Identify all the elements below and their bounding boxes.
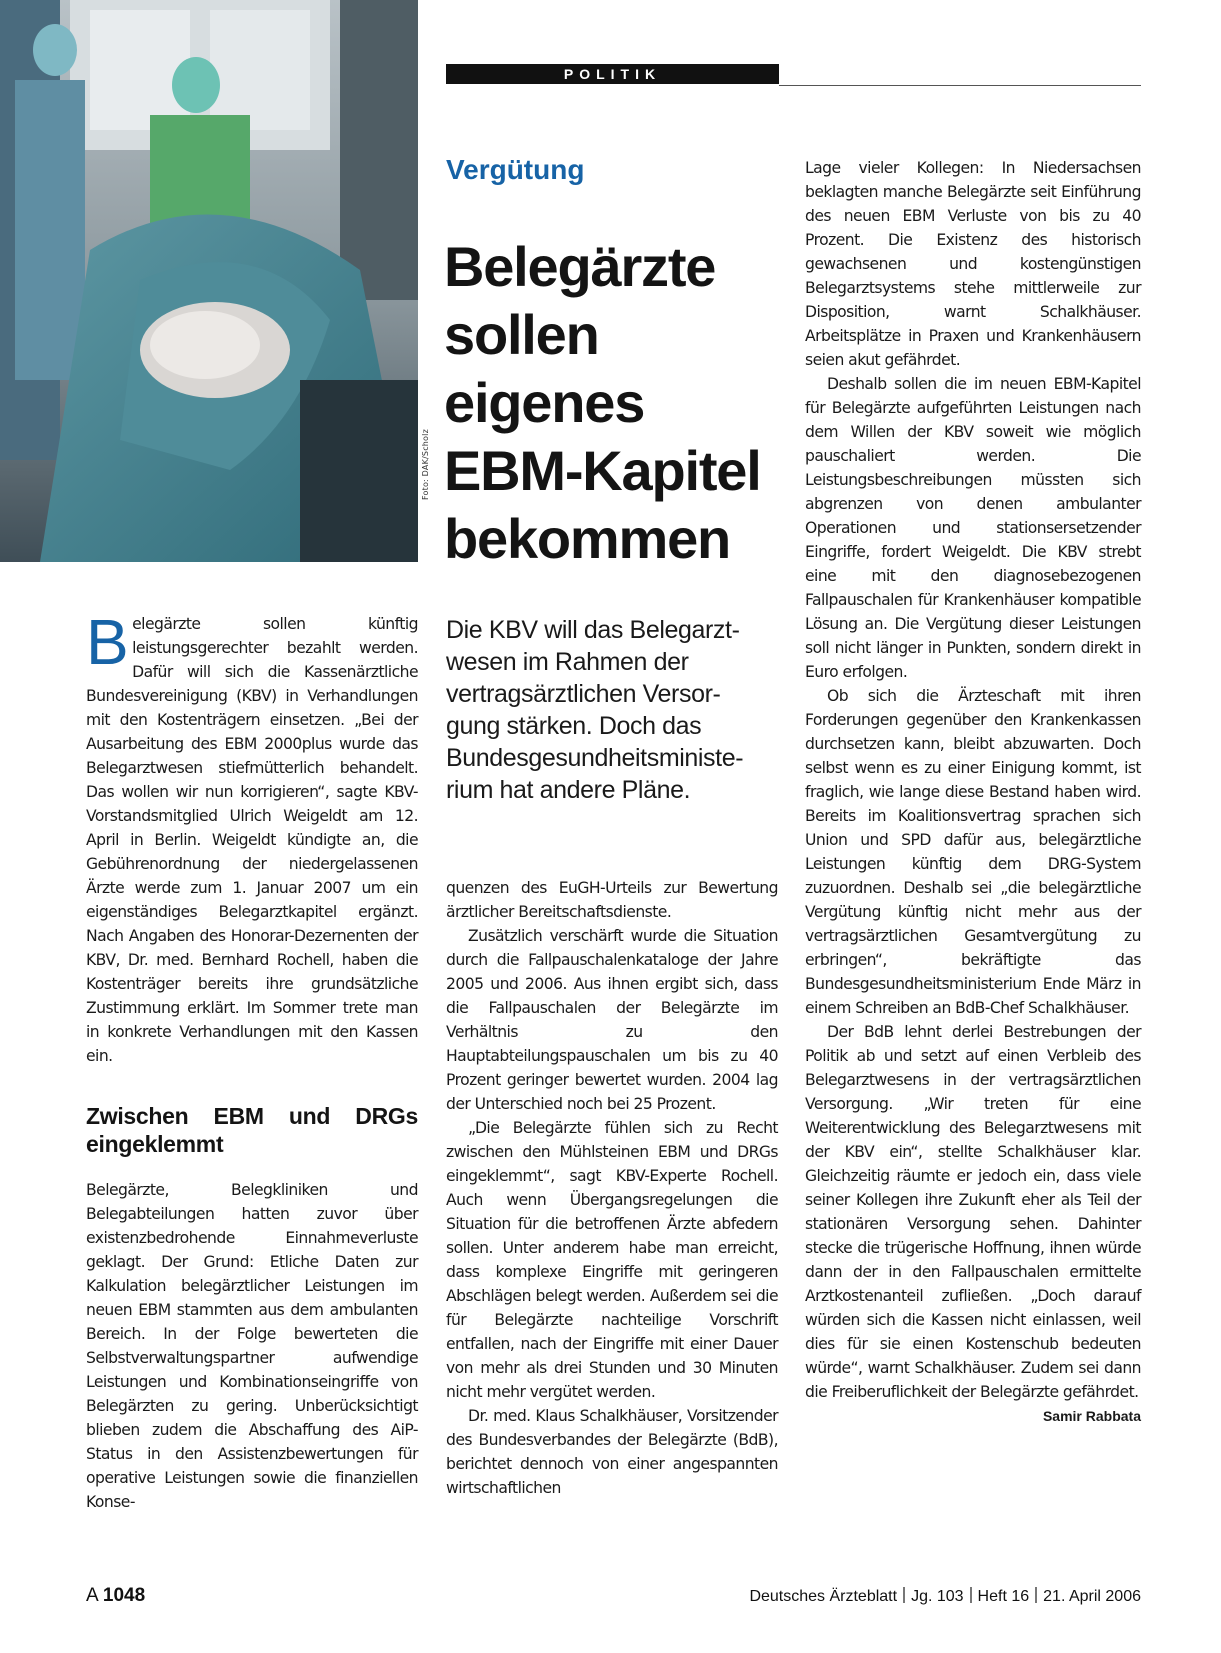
separator (903, 1587, 905, 1603)
page-number-value: 1048 (102, 1585, 146, 1606)
article-photo (0, 0, 418, 562)
column-2 (446, 876, 778, 1500)
headline: Belegärzte sollen eigenes EBM-Kapitel bekommen (444, 235, 761, 570)
kicker: Vergütung (446, 154, 585, 185)
paragraph: Zusätzlich verschärft wurde die Situation durch die Fallpauschalenkataloge der Jahre 2005 und 2006. Aus ihnen ergibt sich, dass die Fallpauschalen der Belegärzte im Verhältnis zu den Hauptabteilungspauschalen um bis zu 40 Prozent geringer bewertet wurden. 2004 lag der Unterschied noch bei 25 Prozent. (446, 927, 778, 1113)
photo-credit: Foto: DAK/Scholz (421, 429, 430, 500)
paragraph-text: elegärzte sollen künftig leistungsgerechter bezahlt werden. Dafür will sich die Kassenärztliche Bundesvereinigung (KBV) in Verhandlungen mit den Kostenträgern einsetzen. „Bei der Ausarbeitung des EBM 2000plus wurde das Belegarztwesen stiefmütterlich behandelt. Das wollen wir nun korrigieren“, sagte KBV-Vorstandsmitglied Ulrich Weigeldt am 12. April in Berlin. Weigeldt kündigte an, die Gebührenordnung der niedergelassenen Ärzte werde zum 1. Januar 2007 um ein eigenständiges Belegarztkapitel ergänzt. Nach Angaben des Honorar-Dezernenten der KBV, Dr. med. Bernhard Rochell, haben die Kostenträger bereits ihre grundsätzliche Zustimmung erklärt. Im Sommer trete man in konkrete Verhandlungen mit den Kassen ein. (86, 615, 418, 1065)
journal-info (749, 1587, 1141, 1606)
paragraph: Belegärzte, Belegkliniken und Belegabteilungen hatten zuvor über existenzbedrohende Einnahmeverluste geklagt. Der Grund: Etliche Daten zur Kalkulation belegärztlicher Leistungen im neuen EBM stammten aus dem ambulanten Bereich. In der Folge bewerteten die Selbstverwaltungspartner aufwendige Leistungen und Kombinationseingriffe von Belegärzten zu gering. Unberücksichtigt blieben zudem die Abschaffung des AiP-Status in den Assistenzbewertungen für operative Leistungen sowie die finanziellen Konse- (86, 1181, 418, 1511)
column-3 (805, 156, 1141, 1428)
journal-date: 21. April 2006 (1043, 1588, 1141, 1605)
page-prefix: A (86, 1585, 98, 1606)
author: Samir Rabbata (1042, 1408, 1141, 1424)
paragraph: „Die Belegärzte fühlen sich zu Recht zwischen den Mühlsteinen EBM und DRGs eingeklemmt“, sagt KBV-Experte Rochell. Auch wenn Übergangsregelungen die Situation für die betroffenen Ärzte abfedern sollen. Unter anderem habe man erreicht, dass komplexe Eingriffe mit geringeren Abschlägen belegt werden. Außerdem sei die für Belegärzte nachteilige Vorschrift entfallen, nach der Eingriffe mit einer Dauer von mehr als drei Stunden und 30 Minuten nicht mehr vergütet werden. (446, 1119, 778, 1401)
section-label: POLITIK (446, 64, 779, 84)
page-number (86, 1585, 145, 1607)
journal-issue: Heft 16 (977, 1588, 1030, 1605)
paragraph: Ob sich die Ärzteschaft mit ihren Forderungen gegenüber den Krankenkassen durchsetzen kann, bleibt abzuwarten. Doch selbst wenn es zu einer Einigung kommt, ist fraglich, wie lange diese Bestand haben wird. Bereits im Koalitionsvertrag sprachen sich Union und SPD dafür aus, belegärztliche Leistungen künftig dem DRG-System zuzuordnen. Deshalb sei „die belegärztliche Vergütung künftig nicht mehr aus der vertragsärztlichen Gesamtvergütung zu erbringen“, bekräftigte das Bundesgesundheitsministerium Ende März in einem Schreiben an BdB-Chef Schalkhäuser. (805, 687, 1141, 1017)
paragraph-text: Der BdB lehnt derlei Bestrebungen der Politik ab und setzt auf einen Verbleib des Belegarztwesens in der vertragsärztlichen Versorgung. „Wir treten für eine Weiterentwicklung des Belegarztwesens mit der KBV ein“, stellte Schalkhäuser klar. Gleichzeitig räumte er jedoch ein, dass viele seiner Kollegen ihre Zukunft eher als Teil der stationären Versorgung sehen. Dahinter stecke die trügerische Hoffnung, ihnen würde dann der in den Fallpauschalen ermittelte Arztkostenanteil zufließen. „Doch darauf würden sich die Kassen nicht einlassen, weil dies für sie einen Kostenschub bedeuten würde“, warnt Schalkhäuser. Zudem sei dann die Freiberuflichkeit der Belegärzte gefährdet. (805, 1023, 1141, 1401)
paragraph: Dr. med. Klaus Schalkhäuser, Vorsitzender des Bundesverbandes der Belegärzte (BdB), berichtet dennoch von einer angespannten wirtschaftlichen (446, 1407, 778, 1497)
section-rule (779, 85, 1141, 86)
paragraph (805, 1020, 1141, 1424)
dropcap: B (86, 606, 129, 678)
operating-room-photo (0, 0, 418, 562)
paragraph: Deshalb sollen die im neuen EBM-Kapitel für Belegärzte aufgeführten Leistungen nach dem Willen der KBV soweit wie möglich pauschaliert werden. Die Leistungsbeschreibungen müssten sich abgrenzen von denen ambulanter Operationen und stationsersetzender Eingriffe, fordert Weigeldt. Die KBV strebt eine mit den diagnosebezogenen Fallpauschalen für Krankenhäuser kompatible Lösung an. Die Vergütung dieser Leistungen soll nicht länger in Punkten, sondern direkt in Euro erfolgen. (805, 375, 1141, 681)
paragraph: quenzen des EuGH-Urteils zur Bewertung ärztlicher Bereitschaftsdienste. (446, 879, 778, 921)
journal-volume: Jg. 103 (911, 1588, 964, 1605)
lead-paragraph: Die KBV will das Belegarztwesen im Rahmen der vertragsärztlichen Versorgung stärken. Doch das Bundesgesundheitsministerium hat andere Pläne. (446, 616, 744, 804)
separator (970, 1587, 972, 1603)
column-1 (86, 606, 418, 1514)
separator (1035, 1587, 1037, 1603)
intro-paragraph (86, 606, 418, 1068)
paragraph: Lage vieler Kollegen: In Niedersachsen beklagten manche Belegärzte seit Einführung des neuen EBM Verluste von bis zu 40 Prozent. Die Existenz des historisch gewachsenen und kostengünstigen Belegarztsystems stehe mittlerweile zur Disposition, warnt Schalkhäuser. Arbeitsplätze in Praxen und Krankenhäusern seien akut gefährdet. (805, 159, 1141, 369)
subheading: Zwischen EBM und DRGs eingeklemmt (86, 1103, 418, 1157)
journal-name: Deutsches Ärzteblatt (749, 1588, 898, 1605)
